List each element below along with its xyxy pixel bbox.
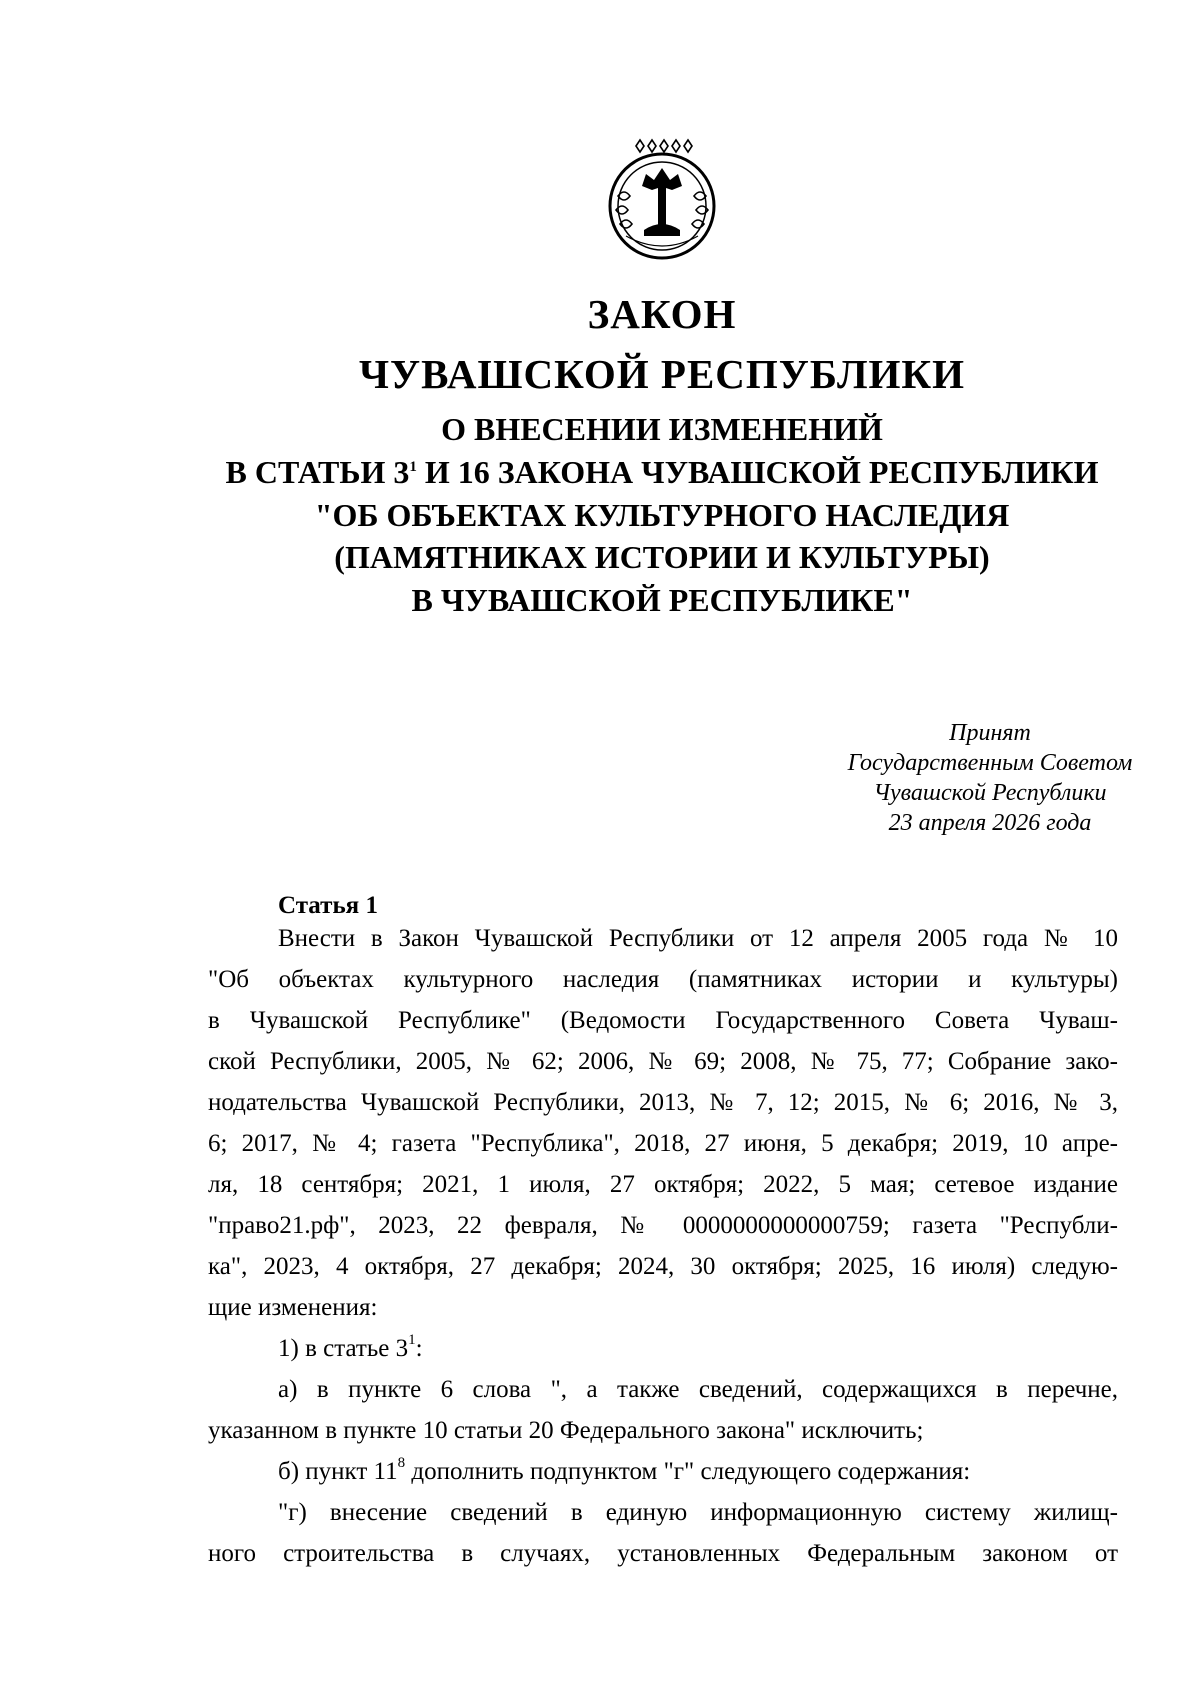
subtitle-line-4: (ПАМЯТНИКАХ ИСТОРИИ И КУЛЬТУРЫ)	[334, 539, 990, 575]
article-heading: Статья 1	[278, 892, 378, 919]
article-body	[208, 918, 1118, 1574]
item-g-line: ного строительства в случаях, установленных Федеральным законом от	[208, 1540, 1118, 1567]
item-a-line: указанном в пункте 10 статьи 20 Федерального закона" исключить;	[208, 1417, 924, 1444]
item-g-line: "г) внесение сведений в единую информационную систему жилищ-	[278, 1499, 1118, 1526]
paragraph-line: в Чувашской Республике" (Ведомости Государственного Совета Чуваш-	[208, 1007, 1118, 1034]
paragraph-line: Внести в Закон Чувашской Республики от 12 апреля 2005 года № 10	[278, 925, 1118, 952]
item-b: б) пункт $11^8$ дополнить подпунктом "г" следующего содержания:	[278, 1455, 971, 1485]
paragraph-line: ской Республики, 2005, № 62; 2006, № 69; 2008, № 75, 77; Собрание зако-	[208, 1048, 1118, 1075]
adoption-line-2: Государственным Советом	[847, 750, 1133, 776]
paragraph-line: "право21.рф", 2023, 22 февраля, № 0000000000000759; газета "Республи-	[208, 1212, 1118, 1239]
superscript-1: 1	[409, 459, 417, 475]
subtitle-line-5: В ЧУВАШСКОЙ РЕСПУБЛИКЕ"	[411, 582, 913, 618]
paragraph-line: 6; 2017, № 4; газета "Республика", 2018, 27 июня, 5 декабря; 2019, 10 апре-	[208, 1130, 1118, 1157]
adoption-date: 23 апреля 2026 года	[888, 810, 1092, 836]
subtitle-line-2: В СТАТЬИ $3^1$ И 16 ЗАКОНА ЧУВАШСКОЙ РЕСПУБЛИКИ	[225, 454, 1099, 490]
paragraph-line: щие изменения:	[208, 1294, 378, 1321]
superscript-1: 1	[408, 1332, 416, 1348]
adoption-line-3: Чувашской Республики	[873, 780, 1107, 806]
adoption-note	[780, 718, 1200, 838]
paragraph-line: ля, 18 сентября; 2021, 1 июля, 27 октября; 2022, 5 мая; сетевое издание	[208, 1171, 1118, 1198]
item-a-line: а) в пункте 6 слова ", а также сведений, содержащихся в перечне,	[278, 1376, 1118, 1403]
document-title-republic: ЧУВАШСКОЙ РЕСПУБЛИКИ	[358, 351, 966, 397]
item-1: 1) в статье $3^1$:	[278, 1332, 423, 1362]
paragraph-line: ка", 2023, 4 октября, 27 декабря; 2024, 30 октября; 2025, 16 июля) следую-	[208, 1253, 1118, 1280]
adoption-line-1: Принят	[949, 720, 1031, 746]
subtitle-line-1: О ВНЕСЕНИИ ИЗМЕНЕНИЙ	[441, 411, 883, 447]
paragraph-line: нодательства Чувашской Республики, 2013, № 7, 12; 2015, № 6; 2016, № 3,	[208, 1089, 1118, 1116]
document-title-law: ЗАКОН	[587, 291, 737, 337]
subtitle-line-3: "ОБ ОБЪЕКТАХ КУЛЬТУРНОГО НАСЛЕДИЯ	[314, 497, 1010, 533]
chuvash-emblem-icon	[596, 132, 728, 264]
paragraph-line: "Об объектах культурного наследия (памятниках истории и культуры)	[208, 966, 1118, 993]
superscript-8: 8	[397, 1455, 406, 1471]
